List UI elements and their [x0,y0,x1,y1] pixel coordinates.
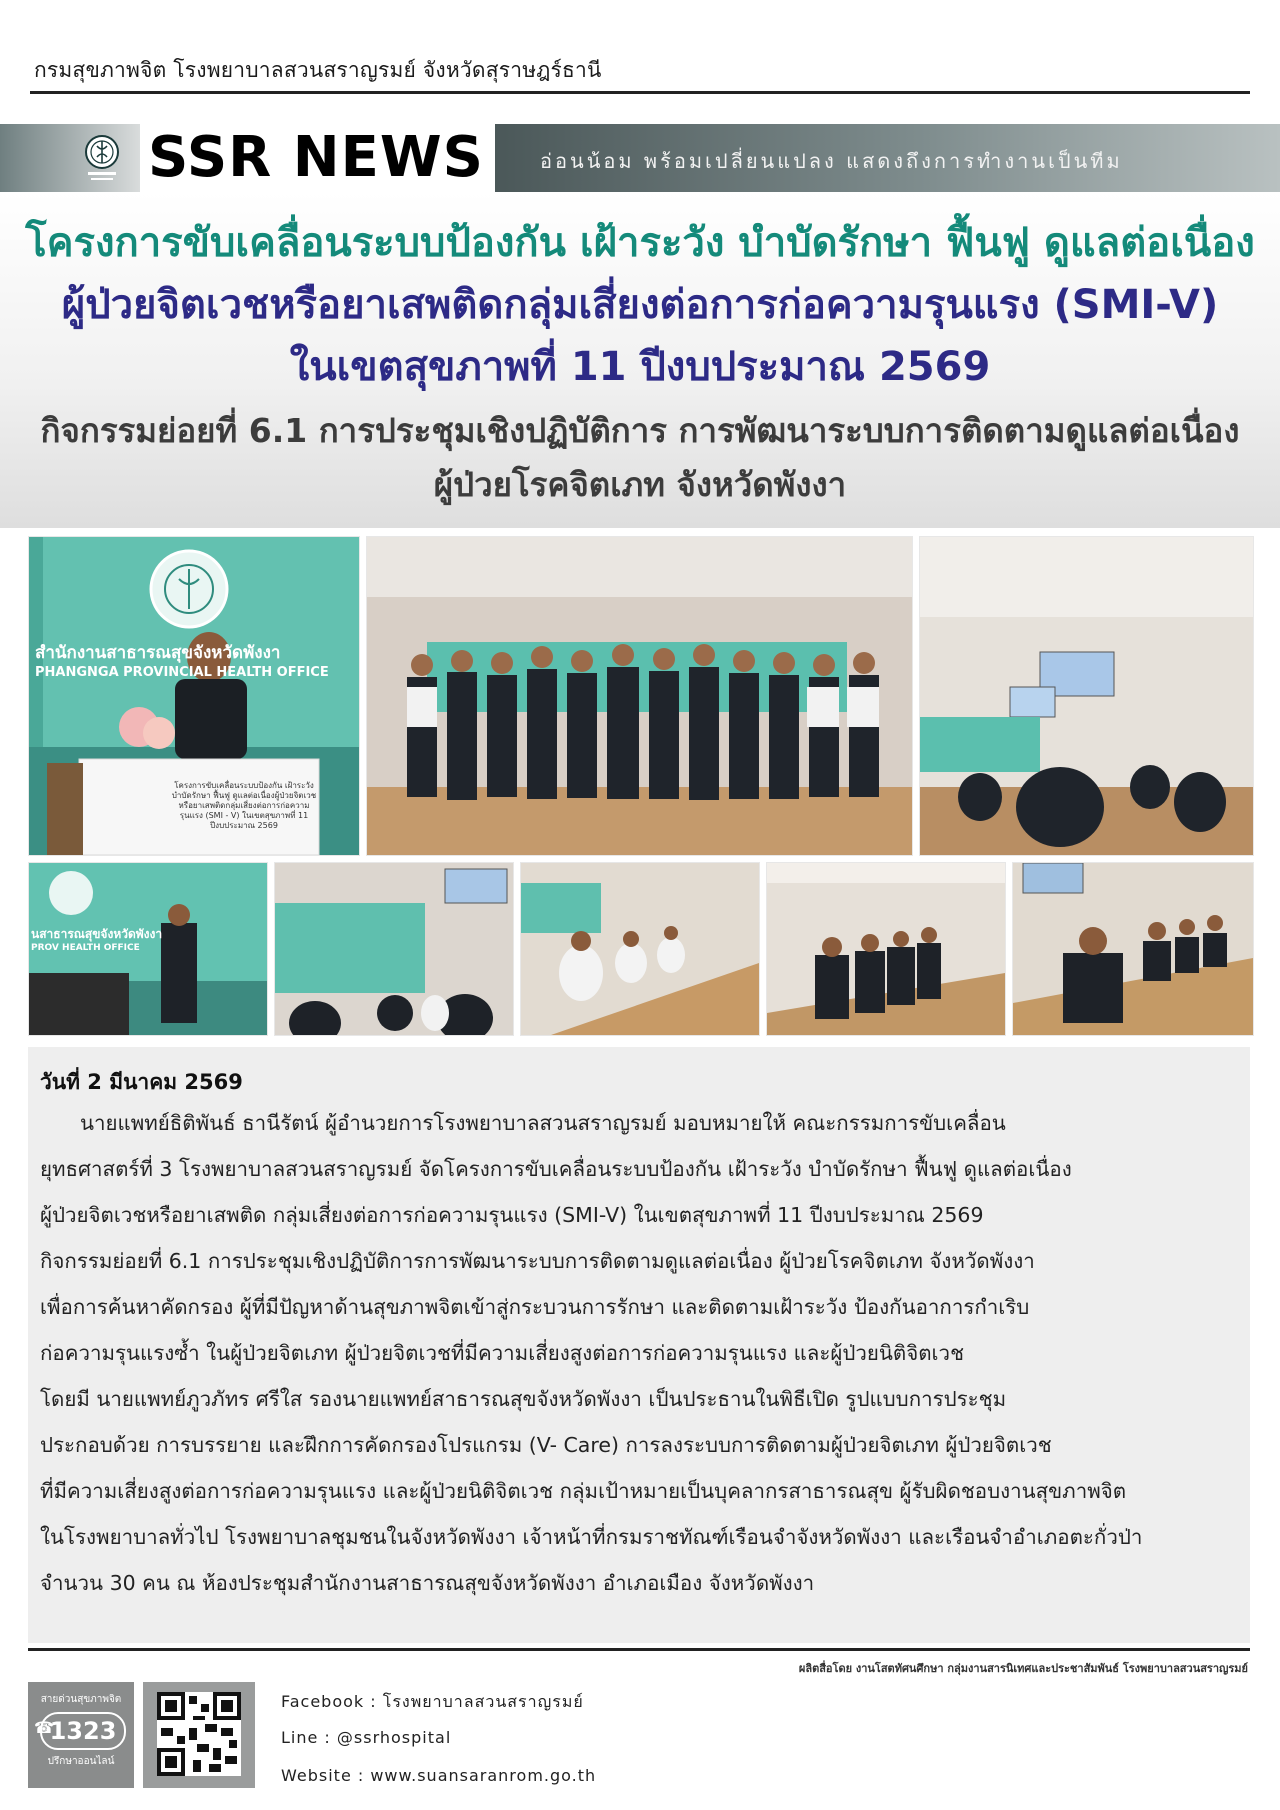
website-contact: Website : www.suansaranrom.go.th [281,1766,597,1785]
photo-lecturer [28,862,268,1036]
photo-participants-tables [520,862,760,1036]
office-sign-english-small: PROV HEALTH OFFICE [31,943,140,953]
headline-line-2: ผู้ป่วยจิตเวชหรือยาเสพติดกลุ่มเสี่ยงต่อการก่อความรุนแรง (SMI-V) [61,282,1219,328]
podium-line: รุนแรง (SMI - V) ในเขตสุขภาพที่ 11 [179,811,309,820]
article-date: วันที่ 2 มีนาคม 2569 [40,1070,243,1094]
article-line: โดยมี นายแพทย์ภูวภัทร ศรีใส รองนายแพทย์สาธารณสุขจังหวัดพังงา เป็นประธานในพิธีเปิด รูปแบบการประชุม [40,1387,1007,1411]
photo-speaker-podium [28,536,360,856]
article-line: ที่มีความเสี่ยงสูงต่อการก่อความรุนแรง และผู้ป่วยนิติจิตเวช กลุ่มเป้าหมายเป็นบุคลากรสาธารณสุข ผู้รับผิดชอบงานสุขภาพจิต [40,1479,1127,1503]
photo-participants-scene [521,863,759,1035]
facebook-contact: Facebook : โรงพยาบาลสวนสราญรมย์ [281,1692,584,1711]
photo-workshop-scene [1013,863,1253,1035]
photo-workshop-table [1012,862,1254,1036]
article-line: กิจกรรมย่อยที่ 6.1 การประชุมเชิงปฏิบัติการการพัฒนาระบบการติดตามดูแลต่อเนื่อง ผู้ป่วยโรคจิตเภท จังหวัดพังงา [40,1249,1035,1273]
photo-seminar-scene [920,537,1253,855]
header-divider [30,91,1250,94]
hotline-subcaption: ปรึกษาออนไลน์ [47,1756,115,1767]
podium-line: ปีงบประมาณ 2569 [210,821,278,830]
news-banner [0,124,1280,192]
office-sign-english: PHANGNGA PROVINCIAL HEALTH OFFICE [35,665,329,680]
article-line: นายแพทย์ธิติพันธ์ ธานีรัตน์ ผู้อำนวยการโรงพยาบาลสวนสราญรมย์ มอบหมายให้ คณะกรรมการขับเคลื่อน [80,1111,1006,1135]
photo-seminar-room [919,536,1254,856]
article-line: ก่อความรุนแรงซ้ำ ในผู้ป่วยจิตเภท ผู้ป่วยจิตเวชที่มีความเสี่ยงสูงต่อการก่อความรุนแรง และผู้ป่วยนิติจิตเวช [40,1341,964,1365]
hotline-caption: สายด่วนสุขภาพจิต [40,1694,122,1705]
phone-icon: ☎ [34,1718,54,1737]
photo-audience [274,862,514,1036]
ministry-logo-icon [80,132,124,184]
headline-line-1: โครงการขับเคลื่อนระบบป้องกัน เฝ้าระวัง บำบัดรักษา ฟื้นฟู ดูแลต่อเนื่อง [25,220,1255,266]
photo-group-scene [367,537,912,855]
line-contact: Line : @ssrhospital [281,1728,452,1747]
qr-code-icon [157,1692,241,1776]
headline-line-3: ในเขตสุขภาพที่ 11 ปีงบประมาณ 2569 [289,344,991,390]
office-sign-thai-small: นสาธารณสุขจังหวัดพังงา [31,927,163,941]
article-line: ประกอบด้วย การบรรยาย และฝึกการคัดกรองโปรแกรม (V- Care) การลงระบบการติดตามผู้ป่วยจิตเภท ผู้ป่วยจิตเวช [40,1433,1052,1457]
podium-line: โครงการขับเคลื่อนระบบป้องกัน เฝ้าระวัง [174,781,314,790]
subheadline-line-1: กิจกรรมย่อยที่ 6.1 การประชุมเชิงปฏิบัติการ การพัฒนาระบบการติดตามดูแลต่อเนื่อง [40,411,1240,450]
qr-card [143,1682,255,1788]
newsletter-title: SSR NEWS [148,125,484,190]
banner-slogan: อ่อนน้อม พร้อมเปลี่ยนแปลง แสดงถึงการทำงานเป็นทีม [540,149,1123,173]
hotline-card [28,1682,134,1788]
office-sign-thai: สำนักงานสาธารณสุขจังหวัดพังงา [35,643,281,663]
headline-section [0,192,1280,528]
photo-audience-scene [275,863,513,1035]
podium-line: บำบัดรักษา ฟื้นฟู ดูแลต่อเนื่องผู้ป่วยจิตเวช [171,791,317,800]
subheadline-line-2: ผู้ป่วยโรคจิตเภท จังหวัดพังงา [433,465,847,504]
photo-seated-scene [767,863,1005,1035]
podium-line: หรือยาเสพติดกลุ่มเสี่ยงต่อการก่อความ [178,801,310,810]
footer-divider [28,1648,1250,1651]
article-line: ผู้ป่วยจิตเวชหรือยาเสพติด กลุ่มเสี่ยงต่อการก่อความรุนแรง (SMI-V) ในเขตสุขภาพที่ 11 ปีงบประมาณ 2569 [40,1203,984,1227]
photo-seated-group [766,862,1006,1036]
photo-group [366,536,913,856]
article-line: ยุทธศาสตร์ที่ 3 โรงพยาบาลสวนสราญรมย์ จัดโครงการขับเคลื่อนระบบป้องกัน เฝ้าระวัง บำบัดรักษา ฟื้นฟู ดูแลต่อเนื่อง [40,1157,1072,1181]
article-body [40,1100,1238,1606]
article-line: ในโรงพยาบาลทั่วไป โรงพยาบาลชุมชนในจังหวัดพังงา เจ้าหน้าที่กรมราชทัณฑ์เรือนจำจังหวัดพังงา และเรือนจำอำเภอตะกั่วป่า [40,1525,1143,1549]
production-credit: ผลิตสื่อโดย งานโสตทัศนศึกษา กลุ่มงานสารนิเทศและประชาสัมพันธ์ โรงพยาบาลสวนสราญรมย์ [798,1662,1248,1675]
podium-banner-text [164,781,324,831]
article-line: จำนวน 30 คน ณ ห้องประชุมสำนักงานสาธารณสุขจังหวัดพังงา อำเภอเมือง จังหวัดพังงา [40,1571,815,1595]
hotline-number: 1323 [40,1712,126,1750]
article-line: เพื่อการค้นหาคัดกรอง ผู้ที่มีปัญหาด้านสุขภาพจิตเข้าสู่กระบวนการรักษา และติดตามเฝ้าระวัง ป้องกันอาการกำเริบ [40,1295,1030,1319]
department-header: กรมสุขภาพจิต โรงพยาบาลสวนสราญรมย์ จังหวัดสุราษฎร์ธานี [34,58,602,82]
